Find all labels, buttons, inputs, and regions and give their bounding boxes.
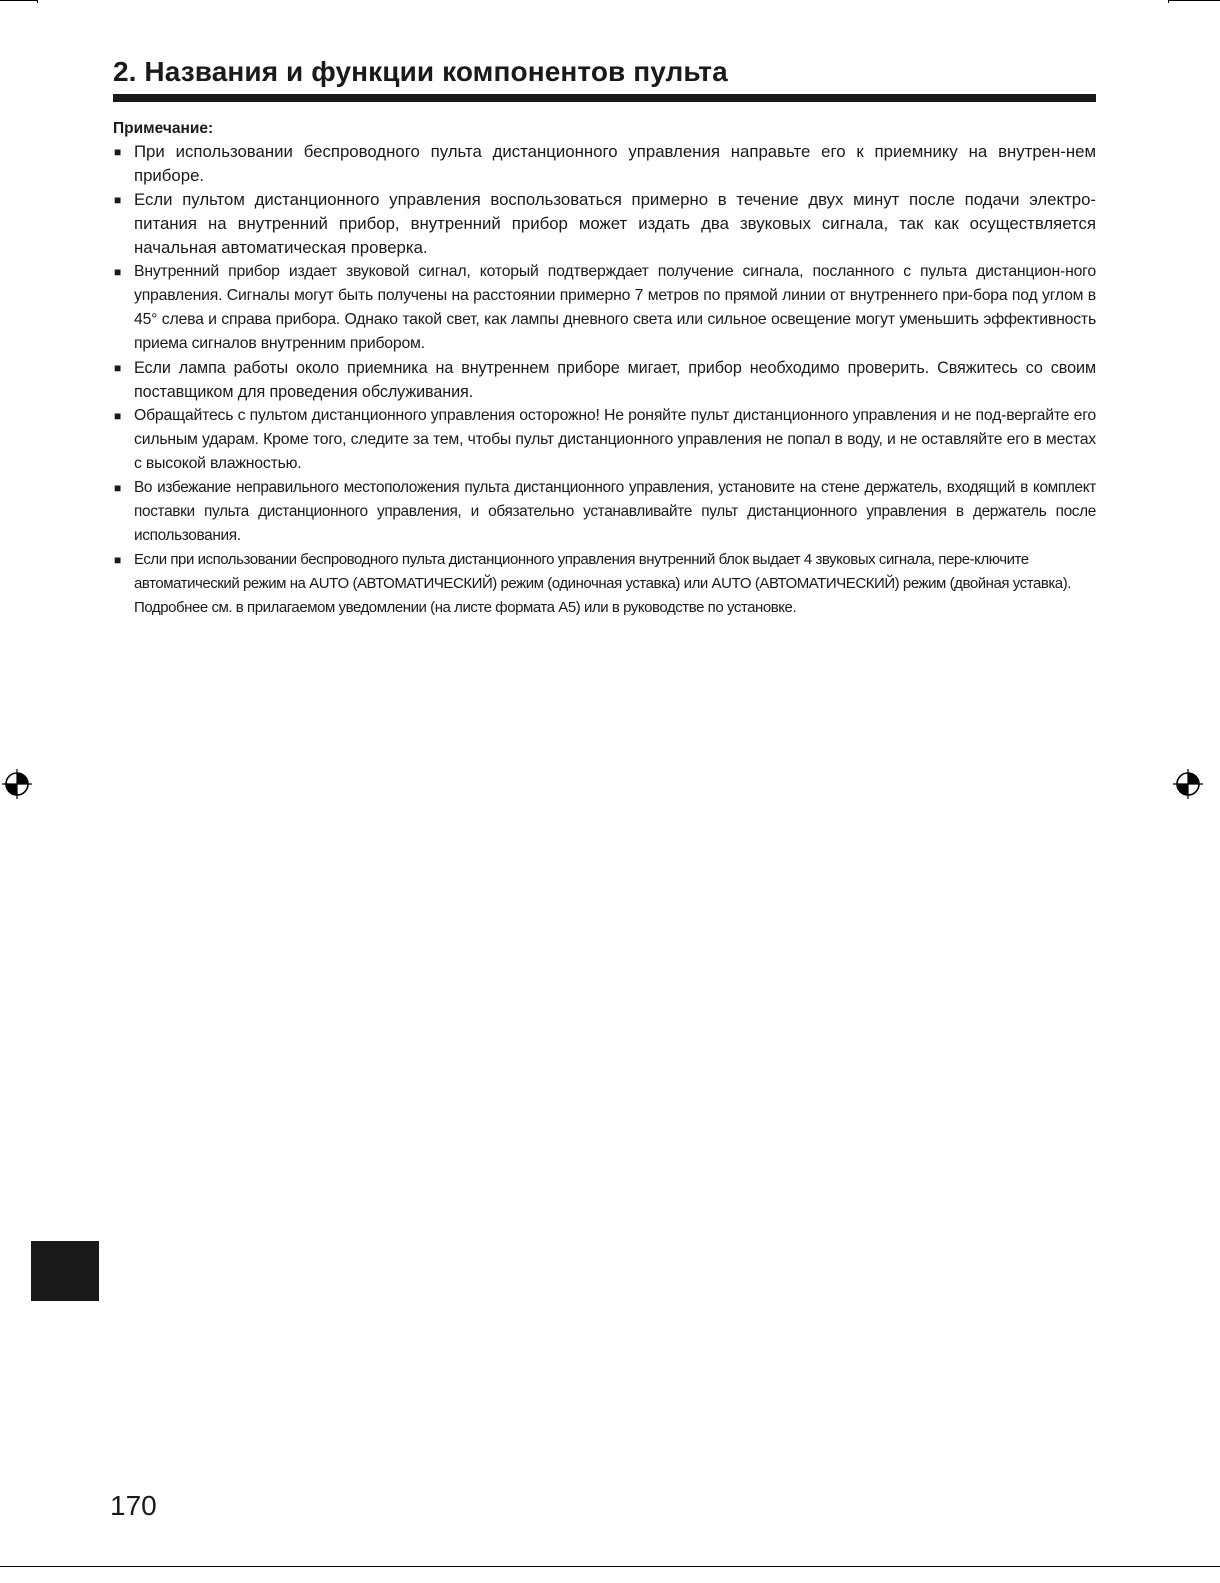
list-item	[113, 188, 1096, 260]
bullet-square-icon: ■	[114, 145, 122, 159]
list-item	[113, 548, 1096, 620]
registration-mark-icon	[1173, 769, 1203, 799]
registration-mark-icon	[2, 769, 32, 799]
list-item-text: Во избежание неправильного местоположения пульта дистанционного управления, установите на стене держатель, входящий в комплект поставки пульта дистанционного управления, и обязательно устанавливайте пульт дистанционного управления в держатель после использования.	[134, 479, 1096, 544]
crop-mark-top-left-vertical	[37, 0, 38, 3]
list-item	[113, 260, 1096, 356]
footer-trim-line	[0, 1566, 1220, 1567]
list-item	[113, 476, 1096, 548]
language-side-tab	[31, 1241, 99, 1301]
list-item-text: Внутренний прибор издает звуковой сигнал, который подтверждает получение сигнала, посланного с пульта дистанцион-ного управления. Сигналы могут быть получены на расстоянии примерно 7 метров по прямой линии от внутреннего при-бора под углом в 45° слева и справа прибора. Однако такой свет, как лампы дневного света или сильное освещение могут уменьшить эффективность приема сигналов внутренним прибором.	[134, 263, 1096, 352]
notes-list	[113, 140, 1096, 620]
list-item-text: Если лампа работы около приемника на внутреннем приборе мигает, прибор необходимо проверить. Свяжитесь со своим поставщиком для проведения обслуживания.	[134, 359, 1096, 401]
crop-mark-top-right	[1168, 0, 1220, 1]
list-item-text: Обращайтесь с пультом дистанционного управления осторожно! Не роняйте пульт дистанционного управления и не под-вергайте его сильным ударам. Кроме того, следите за тем, чтобы пульт дистанционного управления не попал в воду, и не оставляйте его в местах с высокой влажностью.	[134, 407, 1096, 472]
note-title: Примечание:	[113, 120, 214, 137]
list-item-text: При использовании беспроводного пульта дистанционного управления направьте его к приемнику на внутрен-нем приборе.	[134, 142, 1096, 185]
crop-mark-top-right-vertical	[1168, 0, 1169, 3]
bullet-square-icon: ■	[114, 481, 121, 495]
bullet-square-icon: ■	[114, 193, 122, 207]
bullet-square-icon: ■	[114, 265, 122, 279]
section-title-rule	[113, 94, 1096, 102]
bullet-square-icon: ■	[114, 553, 121, 567]
list-item	[113, 404, 1096, 476]
crop-mark-top-left	[0, 0, 37, 1]
list-item	[113, 140, 1096, 188]
notes-block	[113, 118, 1096, 620]
bullet-square-icon: ■	[114, 361, 122, 375]
list-item-text: Если при использовании беспроводного пульта дистанционного управления внутренний блок выдает 4 звуковых сигнала, пере-ключите автоматический режим на AUTO (АВТОМАТИЧЕСКИЙ) режим (одиночная уставка) или AUTO (АВТОМАТИЧЕСКИЙ) режим (двойная уставка).	[134, 551, 1071, 592]
section-title: 2. Названия и функции компонентов пульта	[113, 56, 728, 87]
list-item	[113, 356, 1096, 404]
bullet-square-icon: ■	[114, 409, 122, 423]
list-item-text: Если пультом дистанционного управления воспользоваться примерно в течение двух минут после подачи электро-питания на внутренний прибор, внутренний прибор может издать два звуковых сигнала, так как осуществляется начальная автоматическая проверка.	[134, 190, 1096, 257]
page-number: 170	[110, 1490, 157, 1521]
list-item-extra-text: Подробнее см. в прилагаемом уведомлении (на листе формата A5) или в руководстве по установке.	[134, 599, 797, 616]
